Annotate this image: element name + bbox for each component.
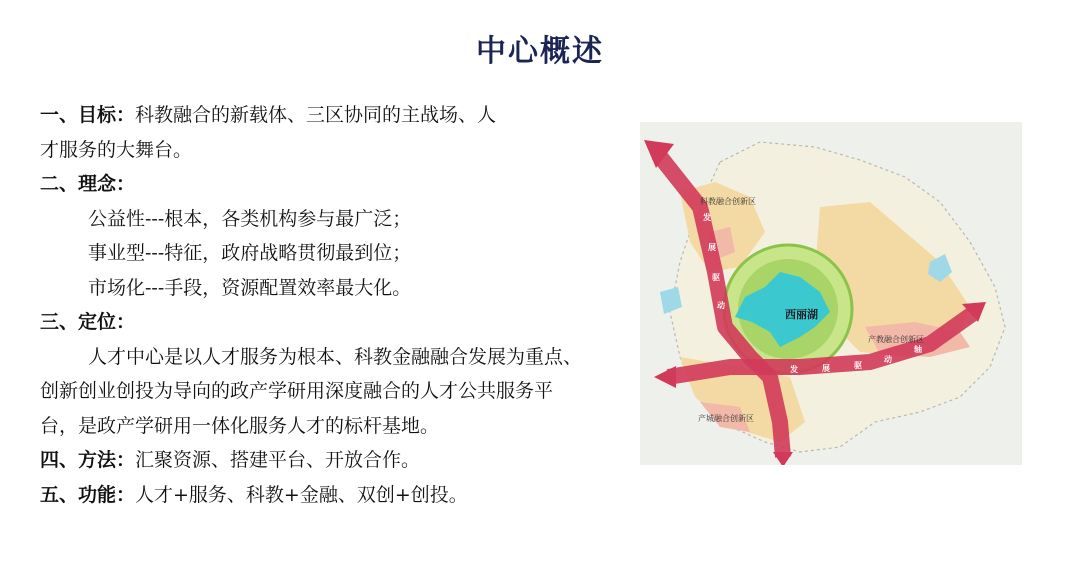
lake-label: 西丽湖	[785, 308, 818, 321]
method-heading: 四、方法：	[40, 449, 136, 471]
page-title: 中心概述	[476, 34, 604, 69]
position-heading: 三、定位：	[40, 311, 136, 333]
concept-item: 市场化---手段，资源配置效率最大化。	[88, 276, 412, 299]
map-canvas	[640, 122, 1022, 465]
zone-label-kejiao: 科教融合创新区	[700, 197, 756, 206]
zone-label-chancheng: 产城融合创新区	[698, 414, 754, 423]
zone-label-chanjiao: 产教融合创新区	[868, 335, 924, 344]
axis-char: 动	[884, 355, 892, 364]
district-map	[640, 122, 1022, 465]
axis-char: 发	[703, 213, 711, 222]
concept-heading: 二、理念：	[40, 173, 136, 195]
axis-char: 发	[790, 365, 798, 374]
method-line	[40, 443, 600, 478]
axis-char: 驱	[854, 361, 862, 370]
function-text: 人才+服务、科教+金融、双创+创投。	[135, 483, 468, 506]
function-heading: 五、功能：	[40, 483, 136, 506]
overview-text	[40, 98, 600, 512]
axis-char: 驱	[712, 273, 720, 282]
method-text: 汇聚资源、搭建平台、开放合作。	[135, 449, 421, 471]
axis-char: 展	[822, 364, 830, 373]
goal-text-1: 科教融合的新载体、三区协同的主战场、人	[135, 104, 497, 126]
position-text: 人才中心是以人才服务为根本、科教金融融合发展为重点、创新创业创投为导向的政产学研用深度融合的人才公共服务平台，是政产学研用一体化服务人才的标杆基地。	[40, 345, 583, 437]
goal-line-1	[40, 98, 600, 133]
goal-line-2: 才服务的大舞台。	[40, 138, 193, 161]
axis-char: 展	[708, 243, 716, 252]
concept-item: 公益性---根本，各类机构参与最广泛；	[88, 207, 412, 230]
concept-item: 事业型---特征，政府战略贯彻最到位；	[88, 242, 412, 264]
function-line	[40, 478, 600, 513]
axis-char: 动	[717, 301, 725, 310]
goal-heading: 一、目标：	[40, 104, 136, 126]
axis-char: 轴	[914, 345, 922, 354]
